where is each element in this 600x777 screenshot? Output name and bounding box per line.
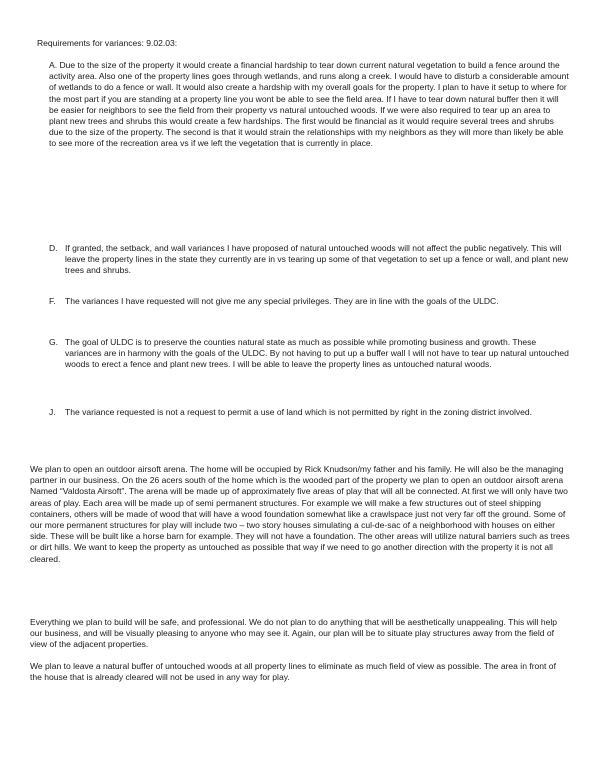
requirement-item-f bbox=[49, 296, 569, 307]
requirement-letter-a: A. bbox=[49, 60, 58, 70]
body-paragraph-2 bbox=[30, 617, 570, 651]
body-paragraph-text: Everything we plan to build will be safe, and professional. We do not plan to do anything that will be aesthetically unappealing. This will help our business, and will be visually pleasing to anyone who may see it. Again, our plan will be to situate play structures away from the field of view of the adjacent properties. bbox=[30, 617, 558, 650]
document-heading: Requirements for variances: 9.02.03: bbox=[37, 38, 178, 48]
requirement-text-g: The goal of ULDC is to preserve the counties natural state as much as possible while promoting business and growth. These variances are in harmony with the goals of the ULDC. By not having to put up a buffer wall I will not have to tear up natural untouched woods to erect a fence and plant new trees. I will be able to leave the property lines as untouched natural woods. bbox=[65, 337, 569, 370]
requirement-text-d: If granted, the setback, and wall variances I have proposed of natural untouched woods will not affect the public negatively. This will leave the property lines in the state they currently are in vs tearing up some of that vegetation to set up a fence or wall, and plant new trees and shrubs. bbox=[65, 243, 569, 276]
body-paragraph-3 bbox=[30, 661, 570, 683]
requirement-text-j: The variance requested is not a request to permit a use of land which is not permitted by right in the zoning district involved. bbox=[65, 407, 533, 417]
requirement-letter-f: F. bbox=[49, 296, 56, 306]
requirement-letter-g: G. bbox=[49, 337, 59, 347]
body-paragraph-1 bbox=[30, 464, 570, 565]
requirement-item-j bbox=[49, 407, 569, 418]
requirement-item-a bbox=[49, 60, 569, 150]
requirement-text-f: The variances I have requested will not give me any special privileges. They are in line with the goals of the ULDC. bbox=[65, 296, 499, 306]
body-paragraph-text: We plan to open an outdoor airsoft arena. The home will be occupied by Rick Knudson/my father and his family. He will also be the managing partner in our business. On the 26 acers south of the home which is the wooded part of the property we plan to open an outdoor airsoft arena Named “Valdosta Airsoft”. The arena will be made up of approximately five areas of play that will all be connected. At first we will only have two areas of play. Each area will be made up of semi permanent structures. For example we will make a few structures out of steel shipping containers, others will be made of wood that will have a wood foundation somewhat like a crawlspace just not very far off the ground. Some of our more permanent structures for play will include two – two story houses simulating a cul-de-sac of a neighborhood with houses on either side. These will be built like a horse barn for example. They will not have a foundation. The other areas will utilize natural barriers such as trees or dirt hills. We want to keep the property as untouched as possible that way if we need to go another direction with the property it is not all cleared. bbox=[30, 464, 570, 564]
requirement-letter-j: J. bbox=[49, 407, 56, 417]
requirement-item-g bbox=[49, 337, 569, 371]
body-paragraph-text: We plan to leave a natural buffer of untouched woods at all property lines to eliminate as much field of view as possible. The area in front of the house that is already cleared will not be used in any way for play. bbox=[30, 661, 556, 683]
requirement-letter-d: D. bbox=[49, 243, 58, 253]
requirement-body-a: Due to the size of the property it would create a financial hardship to tear down current natural vegetation to build a fence around the activity area. Also one of the property lines goes through wetlands, and runs along a creek. I would have to disturb a considerable amount of wetlands to do a fence or wall. It would also create a hardship with my overall goals for the property. I plan to have it setup to where for the most part if you are standing at a property line you wont be able to see the field area. If I have to tear down natural buffer then it will be easier for neighbors to see the field from their property vs natural untouched woods. If we were also required to tear up an area to plant new trees and shrubs this would create a few hardships. The first would be financial as it would require several trees and shrubs due to the size of the property. The second is that it would strain the relationships with my neighbors as they will more than likely be able to see more of the recreation area vs if we left the vegetation that is currently in place. bbox=[49, 60, 569, 149]
requirement-text-a bbox=[49, 60, 569, 150]
requirement-item-d bbox=[49, 243, 569, 277]
